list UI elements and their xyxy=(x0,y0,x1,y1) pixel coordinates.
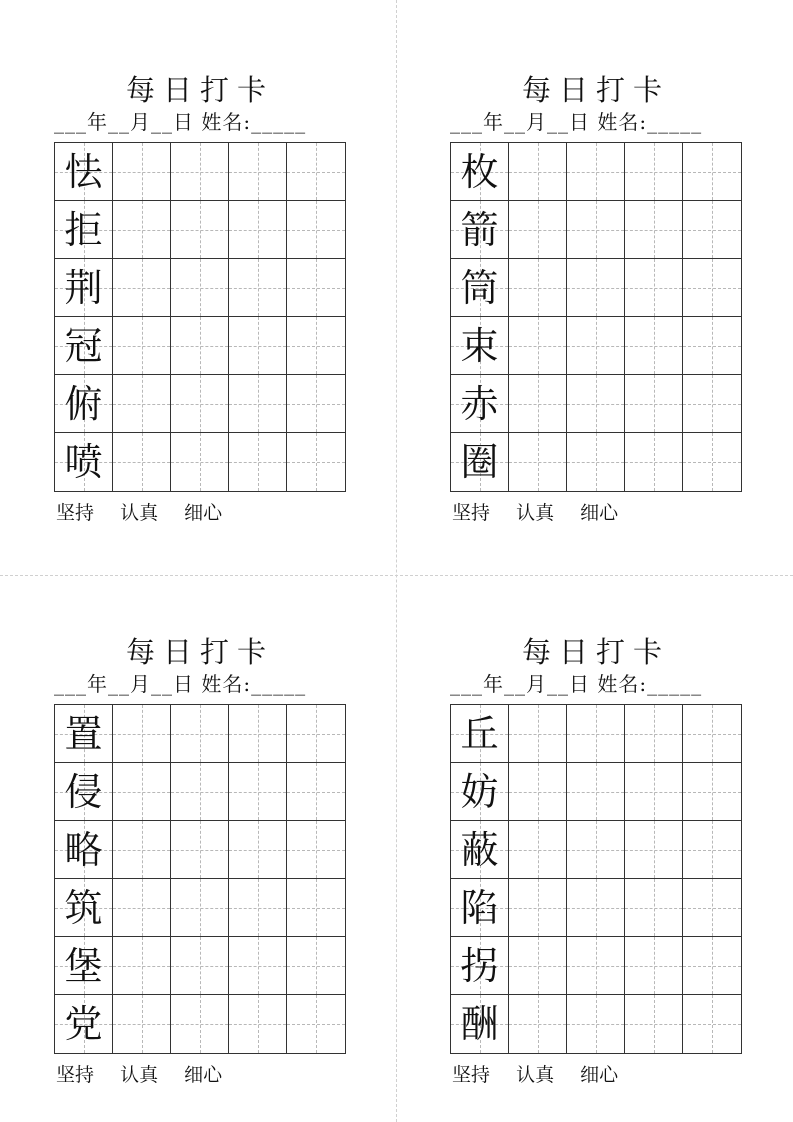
writing-grid xyxy=(450,704,742,1054)
motto-line xyxy=(452,500,742,526)
practice-cell xyxy=(509,821,567,879)
practice-cell xyxy=(229,375,287,433)
model-character: 党 xyxy=(64,1002,103,1046)
practice-cell xyxy=(683,937,741,995)
practice-cell xyxy=(113,143,171,201)
model-char-cell xyxy=(55,201,113,259)
model-char-cell xyxy=(451,259,509,317)
practice-cell xyxy=(625,317,683,375)
practice-cell xyxy=(229,763,287,821)
practice-cell xyxy=(171,375,229,433)
practice-cell xyxy=(567,143,625,201)
practice-cell xyxy=(287,879,345,937)
date-name-line: ___年__月__日 姓名:_____ xyxy=(450,672,703,696)
practice-cell xyxy=(229,201,287,259)
model-char-cell xyxy=(55,879,113,937)
model-character: 酬 xyxy=(460,1002,499,1046)
model-character: 束 xyxy=(460,323,499,368)
model-character: 拒 xyxy=(64,207,103,252)
practice-cell xyxy=(683,375,741,433)
motto-line xyxy=(452,1062,742,1088)
practice-cell xyxy=(287,433,345,491)
practice-cell xyxy=(509,937,567,995)
writing-grid xyxy=(54,142,346,492)
practice-cell xyxy=(509,763,567,821)
vertical-cut-line xyxy=(396,0,397,1122)
practice-cell xyxy=(625,433,683,491)
motto-persist: 坚持 xyxy=(452,1064,491,1086)
practice-cell xyxy=(625,879,683,937)
practice-cell xyxy=(229,821,287,879)
model-character: 荆 xyxy=(64,265,103,310)
practice-cell xyxy=(171,433,229,491)
model-char-cell xyxy=(451,995,509,1053)
model-character: 堡 xyxy=(64,943,103,988)
practice-cell xyxy=(171,143,229,201)
card-title: 每日打卡 xyxy=(521,635,670,669)
practice-cell xyxy=(683,143,741,201)
practice-cell xyxy=(229,879,287,937)
writing-grid xyxy=(54,704,346,1054)
card-title: 每日打卡 xyxy=(125,73,274,107)
practice-cell xyxy=(683,433,741,491)
practice-cell xyxy=(625,763,683,821)
practice-cell xyxy=(229,317,287,375)
practice-cell xyxy=(287,143,345,201)
model-character: 俯 xyxy=(64,381,103,426)
practice-cell xyxy=(567,317,625,375)
model-char-cell xyxy=(55,705,113,763)
practice-cell xyxy=(171,259,229,317)
practice-cell xyxy=(509,201,567,259)
model-character: 略 xyxy=(64,827,103,872)
motto-earnest: 认真 xyxy=(516,1064,555,1086)
motto-line xyxy=(56,500,346,526)
model-char-cell xyxy=(451,433,509,491)
motto-earnest: 认真 xyxy=(120,502,159,524)
checkin-card-3 xyxy=(50,632,350,1112)
model-char-cell xyxy=(55,937,113,995)
practice-cell xyxy=(229,705,287,763)
practice-cell xyxy=(625,705,683,763)
practice-cell xyxy=(287,317,345,375)
model-char-cell xyxy=(451,201,509,259)
practice-cell xyxy=(113,879,171,937)
practice-cell xyxy=(683,879,741,937)
motto-persist: 坚持 xyxy=(56,1064,95,1086)
model-character: 妨 xyxy=(460,769,499,814)
practice-cell xyxy=(229,433,287,491)
motto-persist: 坚持 xyxy=(452,502,491,524)
model-char-cell xyxy=(55,375,113,433)
date-name-line: ___年__月__日 姓名:_____ xyxy=(54,672,307,696)
model-char-cell xyxy=(55,143,113,201)
practice-cell xyxy=(171,879,229,937)
practice-cell xyxy=(229,937,287,995)
model-char-cell xyxy=(55,995,113,1053)
practice-cell xyxy=(113,201,171,259)
practice-cell xyxy=(287,259,345,317)
practice-cell xyxy=(509,705,567,763)
model-char-cell xyxy=(451,763,509,821)
practice-cell xyxy=(171,937,229,995)
checkin-card-1 xyxy=(50,70,350,550)
model-character: 置 xyxy=(64,711,103,756)
practice-cell xyxy=(625,937,683,995)
practice-cell xyxy=(567,705,625,763)
motto-earnest: 认真 xyxy=(516,502,555,524)
practice-cell xyxy=(567,433,625,491)
practice-cell xyxy=(625,375,683,433)
practice-cell xyxy=(567,995,625,1053)
card-title: 每日打卡 xyxy=(521,73,670,107)
practice-cell xyxy=(683,259,741,317)
model-char-cell xyxy=(55,821,113,879)
date-name-line: ___年__月__日 姓名:_____ xyxy=(450,110,703,134)
practice-cell xyxy=(287,705,345,763)
practice-cell xyxy=(509,259,567,317)
motto-careful: 细心 xyxy=(184,502,223,524)
model-character: 蔽 xyxy=(460,827,499,872)
practice-cell xyxy=(171,317,229,375)
model-char-cell xyxy=(451,937,509,995)
model-char-cell xyxy=(451,705,509,763)
model-character: 喷 xyxy=(64,440,103,484)
practice-cell xyxy=(287,821,345,879)
practice-cell xyxy=(171,821,229,879)
practice-cell xyxy=(683,317,741,375)
practice-cell xyxy=(229,143,287,201)
practice-cell xyxy=(287,375,345,433)
practice-cell xyxy=(113,937,171,995)
practice-cell xyxy=(229,995,287,1053)
writing-grid xyxy=(450,142,742,492)
practice-cell xyxy=(113,705,171,763)
date-name-line: ___年__月__日 姓名:_____ xyxy=(54,110,307,134)
practice-cell xyxy=(171,201,229,259)
practice-cell xyxy=(113,317,171,375)
model-character: 怯 xyxy=(64,149,103,194)
practice-cell xyxy=(229,259,287,317)
model-char-cell xyxy=(451,879,509,937)
horizontal-cut-line xyxy=(0,575,793,576)
practice-cell xyxy=(509,317,567,375)
model-character: 箭 xyxy=(460,207,499,252)
practice-cell xyxy=(171,705,229,763)
model-character: 枚 xyxy=(460,149,499,194)
model-character: 拐 xyxy=(460,943,499,988)
practice-cell xyxy=(625,259,683,317)
model-char-cell xyxy=(55,433,113,491)
practice-cell xyxy=(567,375,625,433)
practice-cell xyxy=(113,433,171,491)
model-char-cell xyxy=(55,259,113,317)
practice-cell xyxy=(683,821,741,879)
practice-cell xyxy=(171,995,229,1053)
practice-cell xyxy=(567,821,625,879)
model-char-cell xyxy=(451,821,509,879)
model-char-cell xyxy=(451,375,509,433)
practice-cell xyxy=(113,375,171,433)
model-character: 陷 xyxy=(460,885,499,930)
model-character: 圈 xyxy=(460,440,499,484)
practice-cell xyxy=(567,259,625,317)
model-char-cell xyxy=(55,317,113,375)
practice-cell xyxy=(625,821,683,879)
practice-cell xyxy=(683,705,741,763)
practice-cell xyxy=(625,201,683,259)
practice-cell xyxy=(287,763,345,821)
model-character: 筑 xyxy=(64,885,103,930)
practice-cell xyxy=(509,375,567,433)
model-char-cell xyxy=(55,763,113,821)
practice-cell xyxy=(287,201,345,259)
model-character: 丘 xyxy=(460,711,499,756)
model-character: 侵 xyxy=(64,769,103,814)
practice-cell xyxy=(113,995,171,1053)
model-char-cell xyxy=(451,317,509,375)
practice-cell xyxy=(625,143,683,201)
motto-persist: 坚持 xyxy=(56,502,95,524)
model-character: 冠 xyxy=(64,323,103,368)
practice-cell xyxy=(683,201,741,259)
practice-cell xyxy=(113,821,171,879)
practice-cell xyxy=(567,763,625,821)
motto-careful: 细心 xyxy=(580,502,619,524)
practice-cell xyxy=(509,143,567,201)
practice-cell xyxy=(683,995,741,1053)
practice-cell xyxy=(509,433,567,491)
practice-cell xyxy=(509,879,567,937)
practice-cell xyxy=(171,763,229,821)
motto-earnest: 认真 xyxy=(120,1064,159,1086)
checkin-card-4 xyxy=(446,632,746,1112)
model-character: 筒 xyxy=(460,265,499,310)
practice-cell xyxy=(287,995,345,1053)
practice-cell xyxy=(625,995,683,1053)
practice-cell xyxy=(567,937,625,995)
practice-cell xyxy=(509,995,567,1053)
model-character: 赤 xyxy=(460,381,499,426)
practice-cell xyxy=(287,937,345,995)
model-char-cell xyxy=(451,143,509,201)
motto-careful: 细心 xyxy=(184,1064,223,1086)
practice-cell xyxy=(567,201,625,259)
motto-careful: 细心 xyxy=(580,1064,619,1086)
motto-line xyxy=(56,1062,346,1088)
checkin-card-2 xyxy=(446,70,746,550)
practice-cell xyxy=(567,879,625,937)
practice-cell xyxy=(683,763,741,821)
practice-cell xyxy=(113,259,171,317)
card-title: 每日打卡 xyxy=(125,635,274,669)
practice-cell xyxy=(113,763,171,821)
